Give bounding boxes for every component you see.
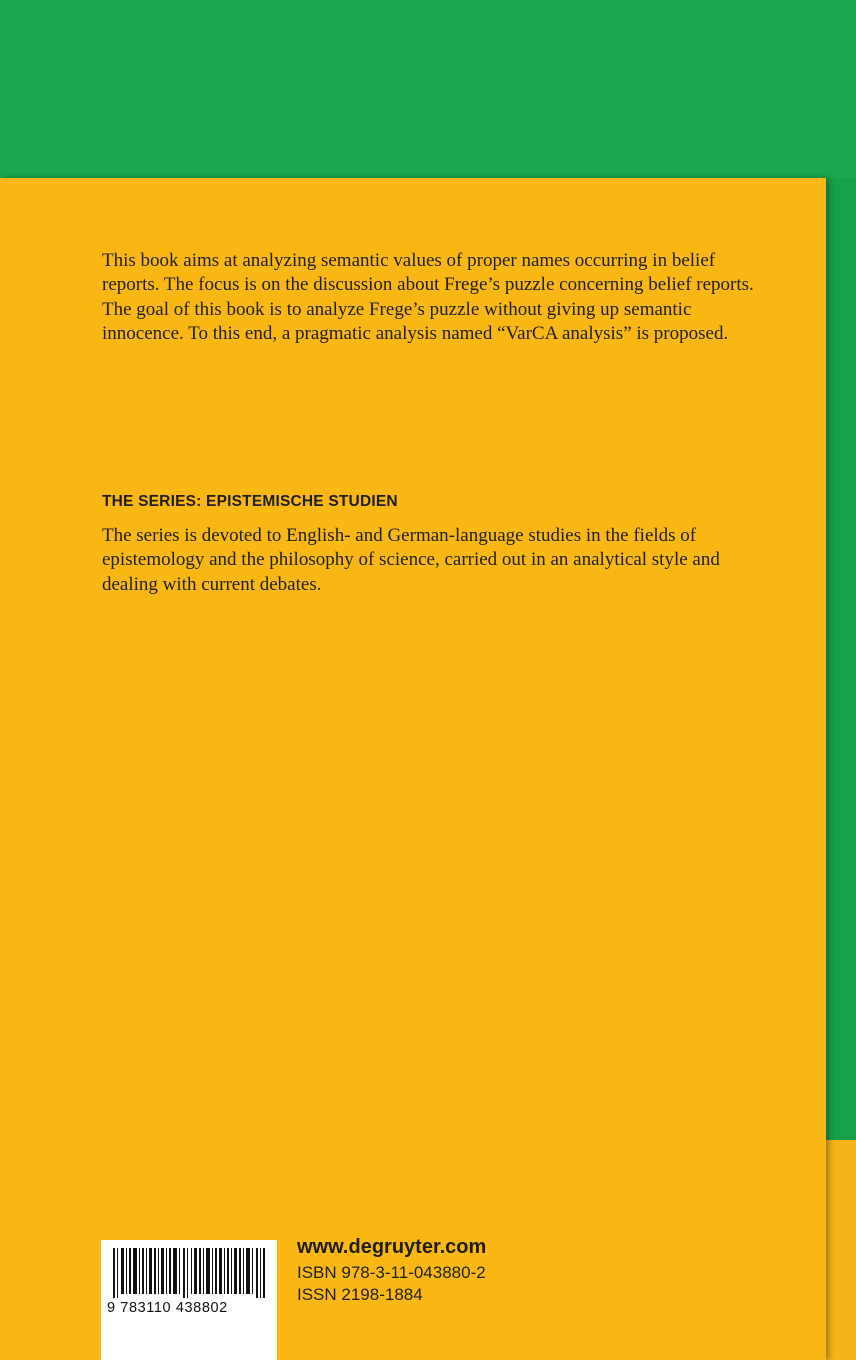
barcode-number: 9 783110 438802 (107, 1300, 228, 1316)
issn: ISSN 2198-1884 (297, 1285, 423, 1304)
series-heading: THE SERIES: EPISTEMISCHE STUDIEN (102, 493, 398, 510)
publisher-website: www.degruyter.com (297, 1236, 487, 1258)
barcode (101, 1240, 277, 1360)
green-top-band (0, 0, 856, 178)
green-spine-strip (826, 178, 856, 1140)
back-cover-panel (0, 178, 826, 1360)
yellow-spine-strip (826, 1140, 856, 1360)
series-description: The series is devoted to English- and German-language studies in the fields of epistemology and the philosophy of science, carried out in an analytical style and dealing with current debates. (102, 525, 720, 595)
barcode-bars (111, 1248, 267, 1298)
book-blurb: This book aims at analyzing semantic values of proper names occurring in belief reports. The focus is on the discussion about Frege’s puzzle concerning belief reports. The goal of this book is to analyze Frege’s puzzle without giving up semantic innocence. To this end, a pragmatic analysis named “VarCA analysis” is proposed. (102, 250, 754, 345)
isbn: ISBN 978-3-11-043880-2 (297, 1263, 486, 1282)
